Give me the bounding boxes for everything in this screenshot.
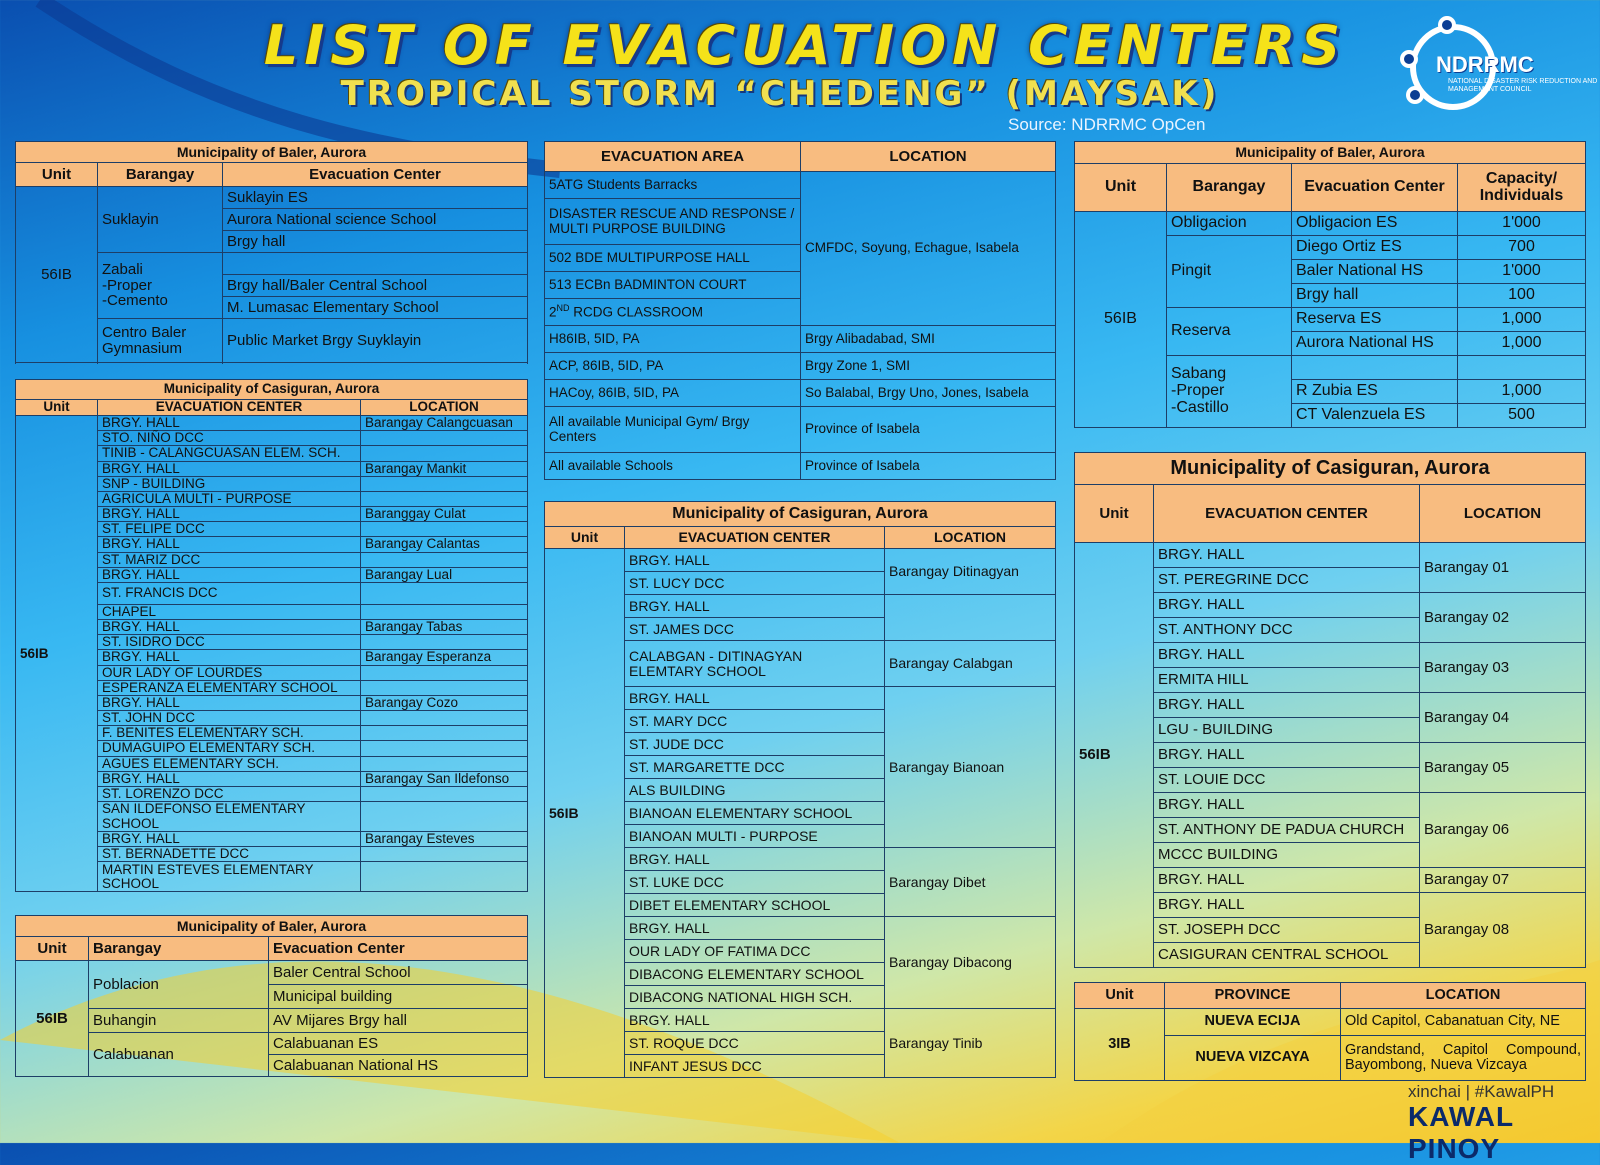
center-cell: BIANOAN MULTI - PURPOSE (625, 825, 885, 848)
center-cell: ST. LORENZO DCC (98, 786, 361, 801)
barangay-cell: Buhangin (89, 1009, 269, 1033)
col-header: Barangay (1167, 164, 1292, 212)
unit-cell: 56IB (16, 416, 98, 892)
capacity-cell: 1,000 (1458, 308, 1586, 332)
capacity-cell: 700 (1458, 236, 1586, 260)
table-row (1075, 164, 1586, 212)
barangay-cell: Centro Baler Gymnasium (98, 319, 223, 363)
location-cell: Brgy Alibadabad, SMI (801, 326, 1056, 353)
area-cell: 502 BDE MULTIPURPOSE HALL (545, 245, 801, 272)
center-cell: ST. LUKE DCC (625, 871, 885, 894)
center-cell: Aurora National science School (223, 209, 528, 231)
logo-subtext: NATIONAL DISASTER RISK REDUCTION AND MANAGEMENT COUNCIL (1448, 78, 1598, 93)
col-header: EVACUATION CENTER (625, 527, 885, 549)
location-cell: Brgy Zone 1, SMI (801, 353, 1056, 380)
center-cell: ST. JOHN DCC (98, 711, 361, 726)
col-header: Capacity/ Individuals (1458, 164, 1586, 212)
location-cell (885, 595, 1056, 641)
location-cell (361, 862, 528, 892)
location-cell (361, 711, 528, 726)
center-cell: Diego Ortiz ES (1292, 236, 1458, 260)
center-cell: M. Lumasac Elementary School (223, 297, 528, 319)
center-cell: Suklayin ES (223, 187, 528, 209)
center-cell: MCCC BUILDING (1154, 843, 1420, 868)
area-cell: DISASTER RESCUE AND RESPONSE / MULTI PURPOSE BUILDING (545, 199, 801, 245)
center-cell: BRGY. HALL (1154, 693, 1420, 718)
location-cell: Barangay 03 (1420, 643, 1586, 693)
location-cell: Barangay Calantas (361, 537, 528, 552)
location-cell: Province of Isabela (801, 453, 1056, 480)
col-header: EVACUATION CENTER (1154, 485, 1420, 543)
location-cell: Barangay Ditinagyan (885, 549, 1056, 595)
province-table (1074, 982, 1586, 1081)
col-header: Unit (1075, 164, 1167, 212)
center-cell: BRGY. HALL (98, 461, 361, 476)
barangay-cell: Suklayin (98, 187, 223, 253)
center-cell: ST. FRANCIS DCC (98, 582, 361, 604)
center-cell: BRGY. HALL (98, 537, 361, 552)
table-row (545, 502, 1056, 527)
center-cell: MARTIN ESTEVES ELEMENTARY SCHOOL (98, 862, 361, 892)
center-cell: BRGY. HALL (625, 595, 885, 618)
unit-cell: 56IB (16, 961, 89, 1077)
location-cell: Barangay Esperanza (361, 650, 528, 665)
location-cell: Grandstand, Capitol Compound, Bayombong, Nueva Vizcaya (1341, 1036, 1586, 1081)
col-header: Evacuation Center (223, 163, 528, 187)
center-cell: BRGY. HALL (98, 567, 361, 582)
location-cell: Barangay 06 (1420, 793, 1586, 868)
page-title: LIST OF EVACUATION CENTERS (263, 14, 1347, 77)
location-cell: CMFDC, Soyung, Echague, Isabela (801, 172, 1056, 326)
center-cell: CASIGURAN CENTRAL SCHOOL (1154, 943, 1420, 968)
table-row (545, 549, 1056, 572)
center-cell: STO. NIÑO DCC (98, 431, 361, 446)
center-cell: Calabuanan National HS (269, 1055, 528, 1077)
col-header: Unit (1075, 983, 1165, 1009)
center-cell: BRGY. HALL (625, 549, 885, 572)
location-cell (361, 491, 528, 506)
col-header: LOCATION (801, 142, 1056, 172)
location-cell: Old Capitol, Cabanatuan City, NE (1341, 1009, 1586, 1036)
center-cell: F. BENITES ELEMENTARY SCH. (98, 726, 361, 741)
center-cell: BRGY. HALL (98, 650, 361, 665)
location-cell: Barangay Dibacong (885, 917, 1056, 1009)
brand-text: KAWAL PINOY (1408, 1101, 1514, 1164)
unit-cell: 3IB (1075, 1009, 1165, 1081)
center-cell: BRGY. HALL (98, 832, 361, 847)
center-cell: Brgy hall/Baler Central School (223, 275, 528, 297)
location-cell: Barangay Tabas (361, 620, 528, 635)
location-cell (361, 786, 528, 801)
col-header: LOCATION (361, 400, 528, 416)
center-cell: CT Valenzuela ES (1292, 404, 1458, 428)
capacity-cell: 500 (1458, 404, 1586, 428)
center-cell: BRGY. HALL (98, 620, 361, 635)
center-cell: CHAPEL (98, 604, 361, 619)
col-header: Barangay (98, 163, 223, 187)
center-cell: BRGY. HALL (98, 695, 361, 710)
barangay-cell: Calabuanan (89, 1033, 269, 1077)
col-header: LOCATION (885, 527, 1056, 549)
center-cell: ST. JOSEPH DCC (1154, 918, 1420, 943)
center-cell (1292, 356, 1458, 380)
col-header: EVACUATION AREA (545, 142, 801, 172)
center-cell: DIBACONG ELEMENTARY SCHOOL (625, 963, 885, 986)
center-cell: BIANOAN ELEMENTARY SCHOOL (625, 802, 885, 825)
logo-text: NDRRMC (1436, 52, 1534, 77)
unit-cell: 56IB (545, 549, 625, 1078)
isabela-evacuation-table (544, 141, 1056, 480)
area-cell: H86IB, 5ID, PA (545, 326, 801, 353)
center-cell: Baler National HS (1292, 260, 1458, 284)
table-caption: Municipality of Baler, Aurora (1075, 142, 1586, 164)
location-cell (361, 802, 528, 832)
center-cell: ST. LOUIE DCC (1154, 768, 1420, 793)
area-cell: 2ND RCDG CLASSROOM (545, 299, 801, 326)
location-cell: Barangay Cozo (361, 695, 528, 710)
center-cell: ST. ANTHONY DCC (1154, 618, 1420, 643)
ndrrmc-logo (1400, 20, 1598, 116)
credit-text: xinchai | #KawalPH (1408, 1082, 1555, 1101)
location-cell: Barangay San Ildefonso (361, 771, 528, 786)
center-cell: Public Market Brgy Suyklayin (223, 319, 528, 363)
area-cell: HACoy, 86IB, 5ID, PA (545, 380, 801, 407)
location-cell (361, 741, 528, 756)
center-cell: ST. BERNADETTE DCC (98, 847, 361, 862)
location-cell (361, 635, 528, 650)
center-cell: Obligacion ES (1292, 212, 1458, 236)
center-cell: Aurora National HS (1292, 332, 1458, 356)
center-cell: DIBET ELEMENTARY SCHOOL (625, 894, 885, 917)
col-header: Barangay (89, 937, 269, 961)
center-cell: ST. MARIZ DCC (98, 552, 361, 567)
location-cell: Barangay Dibet (885, 848, 1056, 917)
location-cell: Barangay Mankit (361, 461, 528, 476)
barangay-cell: Obligacion (1167, 212, 1292, 236)
table-caption: Municipality of Casiguran, Aurora (545, 502, 1056, 527)
location-cell: Barangay 05 (1420, 743, 1586, 793)
center-cell: ERMITA HILL (1154, 668, 1420, 693)
baler-table-1 (15, 141, 528, 363)
location-cell (361, 665, 528, 680)
location-cell: Barangay Esteves (361, 832, 528, 847)
table-row (1075, 485, 1586, 543)
center-cell: Calabuanan ES (269, 1033, 528, 1055)
center-cell: BRGY. HALL (625, 848, 885, 871)
capacity-cell: 1'000 (1458, 212, 1586, 236)
center-cell: Baler Central School (269, 961, 528, 985)
col-header: PROVINCE (1165, 983, 1341, 1009)
center-cell: Brgy hall (223, 231, 528, 253)
casiguran-table-2 (544, 501, 1056, 1078)
barangay-cell: Pingit (1167, 236, 1292, 308)
area-cell: 5ATG Students Barracks (545, 172, 801, 199)
center-cell: ALS BUILDING (625, 779, 885, 802)
center-cell: AGRICULA MULTI - PURPOSE (98, 491, 361, 506)
barangay-cell: Poblacion (89, 961, 269, 1009)
center-cell: ST. FELIPE DCC (98, 522, 361, 537)
table-row (1075, 142, 1586, 164)
col-header: Evacuation Center (269, 937, 528, 961)
location-cell (361, 522, 528, 537)
table-caption: Municipality of Baler, Aurora (16, 142, 528, 163)
capacity-cell: 1'000 (1458, 260, 1586, 284)
table-row (1075, 453, 1586, 485)
center-cell: SAN ILDEFONSO ELEMENTARY SCHOOL (98, 802, 361, 832)
center-cell: BRGY. HALL (625, 1009, 885, 1032)
location-cell (361, 604, 528, 619)
barangay-cell: Sabang -Proper -Castillo (1167, 356, 1292, 428)
center-cell: BRGY. HALL (625, 687, 885, 710)
center-cell: ST. MARY DCC (625, 710, 885, 733)
location-cell (361, 431, 528, 446)
unit-cell: 56IB (1075, 543, 1154, 968)
logo-dot-icon (1438, 16, 1456, 34)
location-cell: Barangay 02 (1420, 593, 1586, 643)
center-cell: ST. LUCY DCC (625, 572, 885, 595)
table-caption: Municipality of Baler, Aurora (16, 916, 528, 937)
center-cell: ST. ISIDRO DCC (98, 635, 361, 650)
location-cell (361, 582, 528, 604)
capacity-cell: 100 (1458, 284, 1586, 308)
casiguran-table-3 (1074, 452, 1586, 968)
location-cell (361, 552, 528, 567)
col-header: LOCATION (1420, 485, 1586, 543)
location-cell (361, 680, 528, 695)
location-cell: Barangay Bianoan (885, 687, 1056, 848)
area-cell: All available Municipal Gym/ Brgy Centers (545, 407, 801, 453)
area-cell: All available Schools (545, 453, 801, 480)
location-cell: So Balabal, Brgy Uno, Jones, Isabela (801, 380, 1056, 407)
col-header: Evacuation Center (1292, 164, 1458, 212)
baler-table-2 (15, 915, 528, 1077)
barangay-cell: Reserva (1167, 308, 1292, 356)
center-cell: BRGY. HALL (1154, 793, 1420, 818)
location-cell: Barangay 07 (1420, 868, 1586, 893)
location-cell (361, 756, 528, 771)
location-cell (361, 446, 528, 461)
col-header: Unit (545, 527, 625, 549)
unit-cell: 56IB (16, 187, 98, 363)
center-cell: BRGY. HALL (1154, 643, 1420, 668)
center-cell: ST. ANTHONY DE PADUA CHURCH (1154, 818, 1420, 843)
table-row (16, 400, 528, 416)
center-cell: BRGY. HALL (1154, 593, 1420, 618)
center-cell: ST. JUDE DCC (625, 733, 885, 756)
unit-cell: 56IB (1075, 212, 1167, 428)
col-header: EVACUATION CENTER (98, 400, 361, 416)
center-cell: DIBACONG NATIONAL HIGH SCH. (625, 986, 885, 1009)
center-cell: Reserva ES (1292, 308, 1458, 332)
center-cell: OUR LADY OF FATIMA DCC (625, 940, 885, 963)
center-cell: OUR LADY OF LOURDES (98, 665, 361, 680)
location-cell (361, 476, 528, 491)
center-cell: ST. JAMES DCC (625, 618, 885, 641)
page-subtitle: TROPICAL STORM “CHEDENG” (MAYSAK) (340, 74, 1220, 114)
location-cell: Province of Isabela (801, 407, 1056, 453)
center-cell: AGUES ELEMENTARY SCH. (98, 756, 361, 771)
center-cell: Brgy hall (1292, 284, 1458, 308)
center-cell: TINIB - CALANGCUASAN ELEM. SCH. (98, 446, 361, 461)
col-header: LOCATION (1341, 983, 1586, 1009)
col-header: Unit (1075, 485, 1154, 543)
center-cell: DUMAGUIPO ELEMENTARY SCH. (98, 741, 361, 756)
center-cell: R Zubia ES (1292, 380, 1458, 404)
center-cell: ST. MARGARETTE DCC (625, 756, 885, 779)
province-cell: NUEVA VIZCAYA (1165, 1036, 1341, 1081)
casiguran-table-1 (15, 379, 528, 892)
location-cell: Baranggay Culat (361, 507, 528, 522)
table-caption: Municipality of Casiguran, Aurora (16, 380, 528, 400)
source-note: Source: NDRRMC OpCen (1008, 115, 1206, 134)
table-row (16, 380, 528, 400)
location-cell: Barangay Calangcuasan (361, 416, 528, 431)
center-cell: BRGY. HALL (1154, 893, 1420, 918)
logo-dot-icon (1406, 86, 1424, 104)
center-cell: BRGY. HALL (1154, 868, 1420, 893)
capacity-cell: 1,000 (1458, 332, 1586, 356)
location-cell: Barangay 08 (1420, 893, 1586, 968)
center-cell: BRGY. HALL (98, 507, 361, 522)
baler-capacity-table (1074, 141, 1586, 428)
center-cell: Municipal building (269, 985, 528, 1009)
table-row (1075, 212, 1586, 236)
center-cell: BRGY. HALL (98, 416, 361, 431)
center-cell: BRGY. HALL (98, 771, 361, 786)
col-header: Unit (16, 937, 89, 961)
center-cell: ST. PEREGRINE DCC (1154, 568, 1420, 593)
col-header: Unit (16, 163, 98, 187)
capacity-cell (1458, 356, 1586, 380)
table-caption: Municipality of Casiguran, Aurora (1075, 453, 1586, 485)
logo-dot-icon (1400, 50, 1418, 68)
province-cell: NUEVA ECIJA (1165, 1009, 1341, 1036)
area-cell: 513 ECBn BADMINTON COURT (545, 272, 801, 299)
col-header: Unit (16, 400, 98, 416)
center-cell: BRGY. HALL (625, 917, 885, 940)
center-cell: INFANT JESUS DCC (625, 1055, 885, 1078)
center-cell: LGU - BUILDING (1154, 718, 1420, 743)
table-row (1075, 543, 1586, 568)
area-cell: ACP, 86IB, 5ID, PA (545, 353, 801, 380)
location-cell (361, 726, 528, 741)
location-cell: Barangay Calabgan (885, 641, 1056, 687)
center-cell: ST. ROQUE DCC (625, 1032, 885, 1055)
center-cell (223, 253, 528, 275)
center-cell: ESPERANZA ELEMENTARY SCHOOL (98, 680, 361, 695)
location-cell: Barangay Lual (361, 567, 528, 582)
location-cell (361, 847, 528, 862)
center-cell: SNP - BUILDING (98, 476, 361, 491)
location-cell: Barangay 01 (1420, 543, 1586, 593)
center-cell: CALABGAN - DITINAGYAN ELEMTARY SCHOOL (625, 641, 885, 687)
capacity-cell: 1,000 (1458, 380, 1586, 404)
table-row (545, 527, 1056, 549)
center-cell: AV Mijares Brgy hall (269, 1009, 528, 1033)
center-cell: BRGY. HALL (1154, 543, 1420, 568)
location-cell: Barangay 04 (1420, 693, 1586, 743)
location-cell: Barangay Tinib (885, 1009, 1056, 1078)
barangay-cell: Zabali -Proper -Cemento (98, 253, 223, 319)
center-cell: BRGY. HALL (1154, 743, 1420, 768)
table-row (16, 416, 528, 431)
